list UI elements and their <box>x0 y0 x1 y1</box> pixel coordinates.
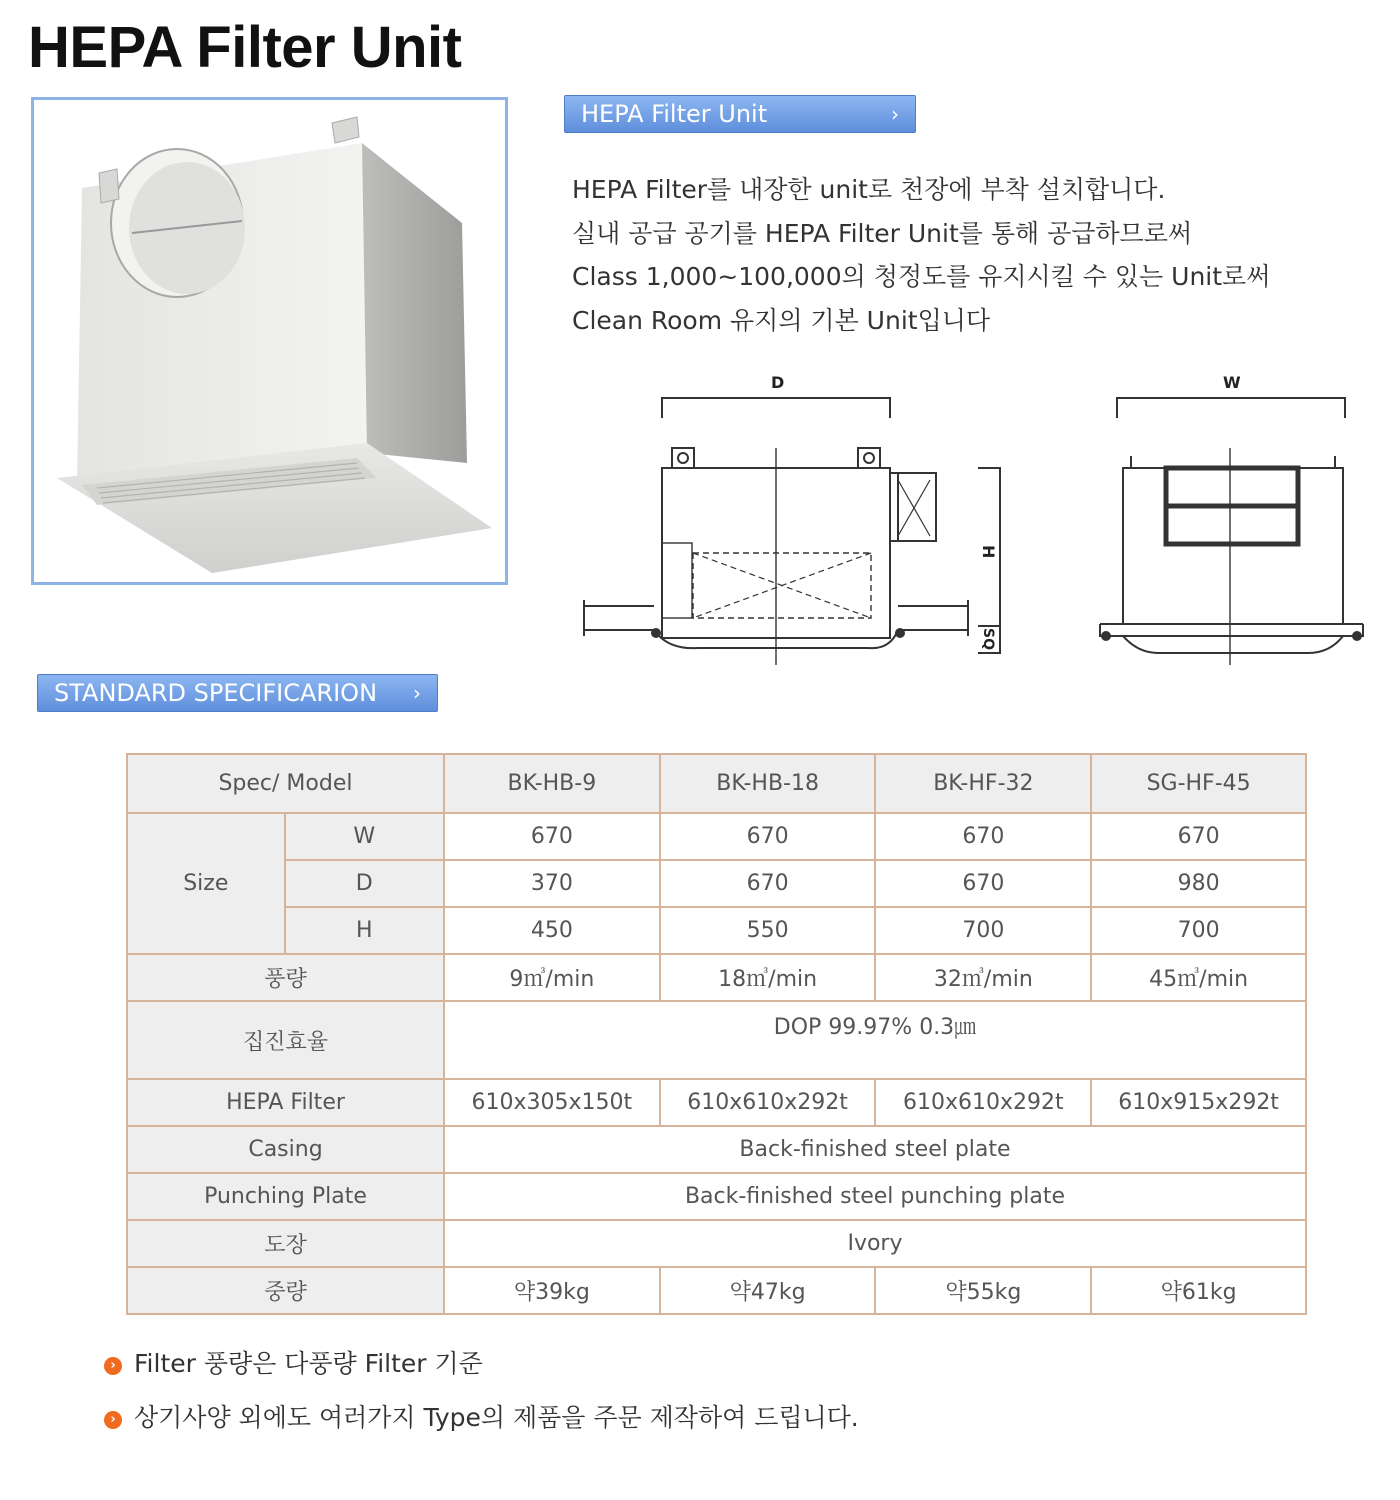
table-row <box>127 1267 1306 1314</box>
spec-model-header: Spec/ Model <box>127 754 444 813</box>
table-row <box>127 1126 1306 1173</box>
model-header: SG-HF-45 <box>1091 754 1306 813</box>
row-sublabel: W <box>285 813 444 860</box>
note-item <box>104 1349 483 1379</box>
row-label: Size <box>127 813 285 954</box>
row-label: 집진효율 <box>127 1001 444 1079</box>
note-text: 상기사양 외에도 여러가지 Type의 제품을 주문 제작하여 드립니다. <box>134 1403 859 1432</box>
model-header: BK-HB-9 <box>444 754 660 813</box>
table-cell: DOP 99.97% 0.3㎛ <box>444 1001 1306 1079</box>
chevron-right-icon: › <box>891 102 899 126</box>
table-cell: 550 <box>660 907 876 954</box>
table-cell: 9㎥/min <box>444 954 660 1001</box>
spec-tab[interactable] <box>37 674 438 712</box>
table-cell: 약61kg <box>1091 1267 1306 1314</box>
table-cell: 약39kg <box>444 1267 660 1314</box>
table-cell: 670 <box>1091 813 1306 860</box>
product-tab[interactable] <box>564 95 916 133</box>
dimension-label-h: H <box>979 545 998 559</box>
table-cell: 610x610x292t <box>660 1079 876 1126</box>
note-item <box>104 1403 859 1433</box>
table-cell: Back-finished steel plate <box>444 1126 1306 1173</box>
table-cell: 610x305x150t <box>444 1079 660 1126</box>
description-line: 실내 공급 공기를 HEPA Filter Unit를 통해 공급하므로써 <box>572 218 1193 248</box>
table-cell: 32㎥/min <box>875 954 1091 1001</box>
dimension-drawing <box>578 368 1378 668</box>
row-label: Casing <box>127 1126 444 1173</box>
spec-tab-label: STANDARD SPECIFICARION <box>54 679 378 707</box>
table-cell: 700 <box>1091 907 1306 954</box>
product-tab-label: HEPA Filter Unit <box>581 100 768 128</box>
table-header-row <box>127 754 1306 813</box>
row-label: 풍량 <box>127 954 444 1001</box>
table-row <box>127 1079 1306 1126</box>
table-row <box>127 813 1306 860</box>
model-header: BK-HF-32 <box>875 754 1091 813</box>
description-line: Class 1,000~100,000의 청정도를 유지시킬 수 있는 Unit로써 <box>572 262 1271 291</box>
bullet-icon: › <box>104 1411 122 1429</box>
row-label: 도장 <box>127 1220 444 1267</box>
row-sublabel: H <box>285 907 444 954</box>
table-cell: 670 <box>444 813 660 860</box>
table-cell: 670 <box>660 860 876 907</box>
table-cell: Ivory <box>444 1220 1306 1267</box>
row-label: HEPA Filter <box>127 1079 444 1126</box>
table-row <box>127 954 1306 1001</box>
table-cell: 18㎥/min <box>660 954 876 1001</box>
page-title: HEPA Filter Unit <box>28 15 462 80</box>
table-cell: 670 <box>875 860 1091 907</box>
table-cell: 700 <box>875 907 1091 954</box>
spec-table <box>126 753 1307 1315</box>
note-text: Filter 풍량은 다풍량 Filter 기준 <box>134 1349 483 1378</box>
table-cell: 980 <box>1091 860 1306 907</box>
table-cell: 약55kg <box>875 1267 1091 1314</box>
table-cell: 610x610x292t <box>875 1079 1091 1126</box>
table-cell: 45㎥/min <box>1091 954 1306 1001</box>
model-header: BK-HB-18 <box>660 754 876 813</box>
table-row <box>127 1220 1306 1267</box>
table-cell: 610x915x292t <box>1091 1079 1306 1126</box>
dimension-label-sq: SQ <box>980 628 996 650</box>
description-line: Clean Room 유지의 기본 Unit입니다 <box>572 305 991 335</box>
table-row <box>127 1001 1306 1079</box>
table-row <box>127 907 1306 954</box>
table-cell: 670 <box>875 813 1091 860</box>
table-cell: Back-finished steel punching plate <box>444 1173 1306 1220</box>
table-row <box>127 860 1306 907</box>
chevron-right-icon: › <box>413 681 421 705</box>
table-cell: 약47kg <box>660 1267 876 1314</box>
product-description <box>572 168 1352 342</box>
table-cell: 450 <box>444 907 660 954</box>
row-sublabel: D <box>285 860 444 907</box>
product-photo <box>31 97 508 585</box>
description-line: HEPA Filter를 내장한 unit로 천장에 부착 설치합니다. <box>572 175 1166 204</box>
row-label: 중량 <box>127 1267 444 1314</box>
dimension-label-d: D <box>771 373 785 392</box>
dimension-label-w: W <box>1223 373 1241 392</box>
table-cell: 370 <box>444 860 660 907</box>
bullet-icon: › <box>104 1357 122 1375</box>
row-label: Punching Plate <box>127 1173 444 1220</box>
table-row <box>127 1173 1306 1220</box>
table-cell: 670 <box>660 813 876 860</box>
